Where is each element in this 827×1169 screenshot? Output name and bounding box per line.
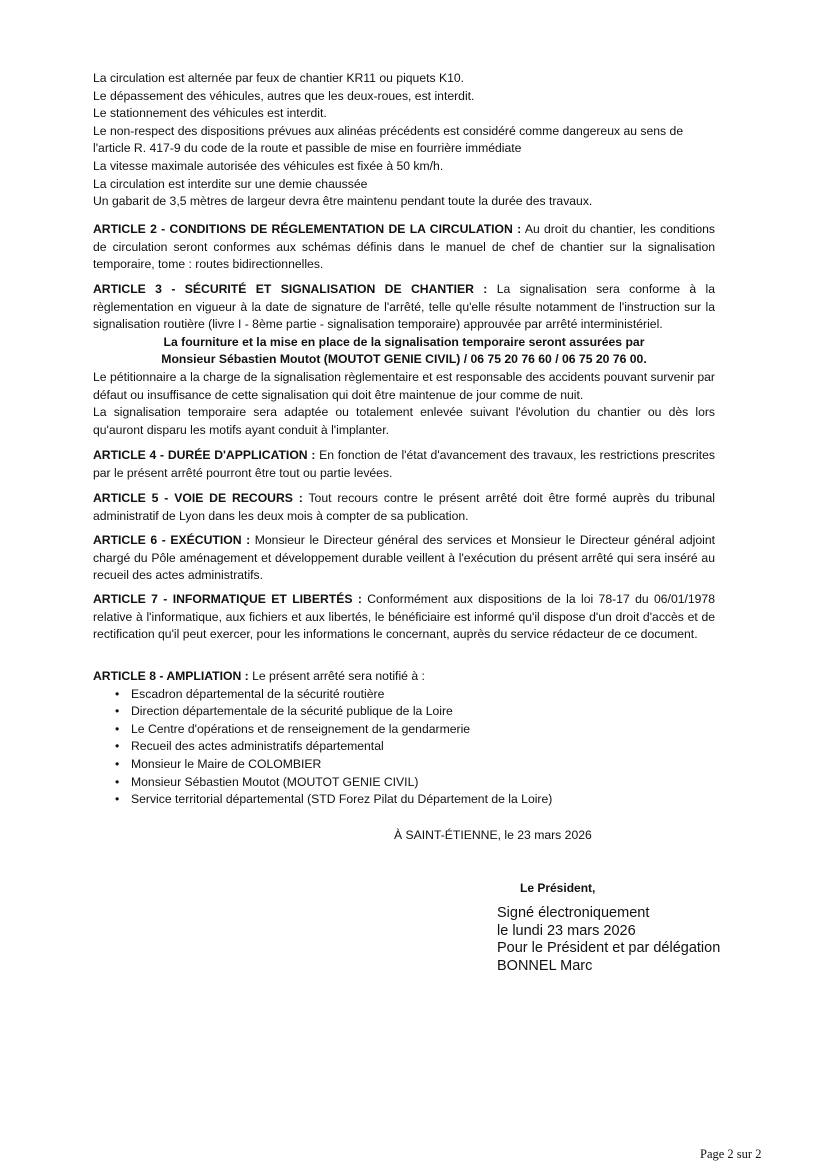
article-5-text: Tout recours contre le présent arrêté doit être formé auprès du tribunal administratif de Lyon dans les deux mois à compter de sa publication.: [93, 491, 715, 523]
rule-line: Le dépassement des véhicules, autres que les deux-roues, est interdit.: [93, 88, 475, 103]
article-6-text: Monsieur le Directeur général des services et Monsieur le Directeur général adjoint chargé du Pôle aménagement et développement durable veillent à l'exécution du présent arrêté qui sera inséré au recueil des actes administratifs.: [93, 533, 715, 583]
rule-line: La circulation est alternée par feux de chantier KR11 ou piquets K10.: [93, 71, 465, 85]
list-item: • Le Centre d'opérations et de renseignement de la gendarmerie: [93, 721, 715, 739]
rule-line: La vitesse maximale autorisée des véhicules est fixée à 50 km/h.: [93, 158, 444, 173]
article-7-title: ARTICLE 7 - INFORMATIQUE ET LIBERTÉS :: [93, 592, 362, 606]
article-3-title: ARTICLE 3 - SÉCURITÉ ET SIGNALISATION DE CHANTIER :: [93, 282, 488, 296]
article-8: [93, 668, 715, 809]
list-item: • Direction départementale de la sécurité publique de la Loire: [93, 703, 715, 721]
article-5-title: ARTICLE 5 - VOIE DE RECOURS :: [93, 491, 303, 505]
article-3-supplier-line2: Monsieur Sébastien Moutot (MOUTOT GENIE CIVIL) / 06 75 20 76 60 / 06 75 20 76 00.: [161, 352, 647, 367]
list-item: • Recueil des actes administratifs départemental: [93, 738, 715, 756]
article-3: [93, 281, 715, 439]
article-8-title: ARTICLE 8 - AMPLIATION :: [93, 669, 249, 683]
list-item: • Service territorial départemental (STD Forez Pilat du Département de la Loire): [93, 791, 715, 809]
article-2-text: Au droit du chantier, les conditions de circulation seront conformes aux schémas définis dans le manuel de chef de chantier sur la signalisation temporaire, tome : routes bidirectionnelles.: [93, 222, 715, 272]
list-item: • Monsieur le Maire de COLOMBIER: [93, 756, 715, 774]
article-4: [93, 447, 715, 482]
article-8-text: Le présent arrêté sera notifié à :: [252, 669, 425, 683]
list-item: • Escadron départemental de la sécurité routière: [93, 686, 715, 704]
article-3-text: La signalisation sera conforme à la règlementation en vigueur à la date de signature de l'arrêté, telle qu'elle résulte notamment de l'instruction sur la signalisation routière (livre I - 8ème partie - signalisation temporaire) approuvée par arrêté interministériel.: [93, 282, 715, 332]
article-2: [93, 221, 715, 274]
article-7: [93, 591, 715, 644]
president-title: Le Président,: [520, 881, 596, 895]
article-3-supplier-line1: La fourniture et la mise en place de la signalisation temporaire seront assurées par: [163, 334, 645, 349]
article-6: [93, 532, 715, 585]
electronic-signature: [497, 905, 797, 975]
article-3-para3: La signalisation temporaire sera adaptée ou totalement enlevée suivant l'évolution du chantier ou dès lors qu'auront disparu les motifs ayant conduit à l'implanter.: [93, 405, 715, 437]
article-4-title: ARTICLE 4 - DURÉE D'APPLICATION :: [93, 448, 316, 462]
esig-line: Pour le Président et par délégation: [497, 940, 721, 956]
article-7-text: Conformément aux dispositions de la loi 78-17 du 06/01/1978 relative à l'informatique, aux fichiers et aux libertés, le bénéficiaire est informé qu'il dispose d'un droit d'accès et de rectification qu'il peut exercer, pour les informations le concernant, auprès du service rédacteur de ce document.: [93, 592, 715, 642]
list-item: • Monsieur Sébastien Moutot (MOUTOT GENIE CIVIL): [93, 774, 715, 792]
article-2-title: ARTICLE 2 - CONDITIONS DE RÉGLEMENTATION DE LA CIRCULATION :: [93, 222, 522, 236]
article-3-para2: Le pétitionnaire a la charge de la signalisation règlementaire et est responsable des accidents pouvant survenir par défaut ou insuffisance de cette signalisation qui doit être maintenue de jour comme de nuit.: [93, 369, 715, 402]
place-date: À SAINT-ÉTIENNE, le 23 mars 2026: [394, 828, 592, 842]
rule-line: Le stationnement des véhicules est interdit.: [93, 106, 327, 121]
rule-line: Un gabarit de 3,5 mètres de largeur devra être maintenu pendant toute la durée des travaux.: [93, 194, 593, 209]
rule-line: Le non-respect des dispositions prévues aux alinéas précédents est considéré comme dangereux au sens de l'article R. 417-9 du code de la route et passible de mise en fourrière immédiate: [93, 123, 684, 156]
circulation-rules: [93, 70, 715, 211]
esig-line: BONNEL Marc: [497, 957, 593, 974]
esig-line: le lundi 23 mars 2026: [497, 922, 636, 939]
recipient-list: [93, 686, 715, 809]
article-4-text: En fonction de l'état d'avancement des travaux, les restrictions prescrites par le présent arrêté pourront être tout ou partie levées.: [93, 448, 715, 480]
rule-line: La circulation est interdite sur une demie chaussée: [93, 176, 368, 191]
article-6-title: ARTICLE 6 - EXÉCUTION :: [93, 533, 251, 547]
article-5: [93, 490, 715, 525]
page-number: Page 2 sur 2: [700, 1147, 762, 1161]
esig-line: Signé électroniquement: [497, 905, 650, 921]
